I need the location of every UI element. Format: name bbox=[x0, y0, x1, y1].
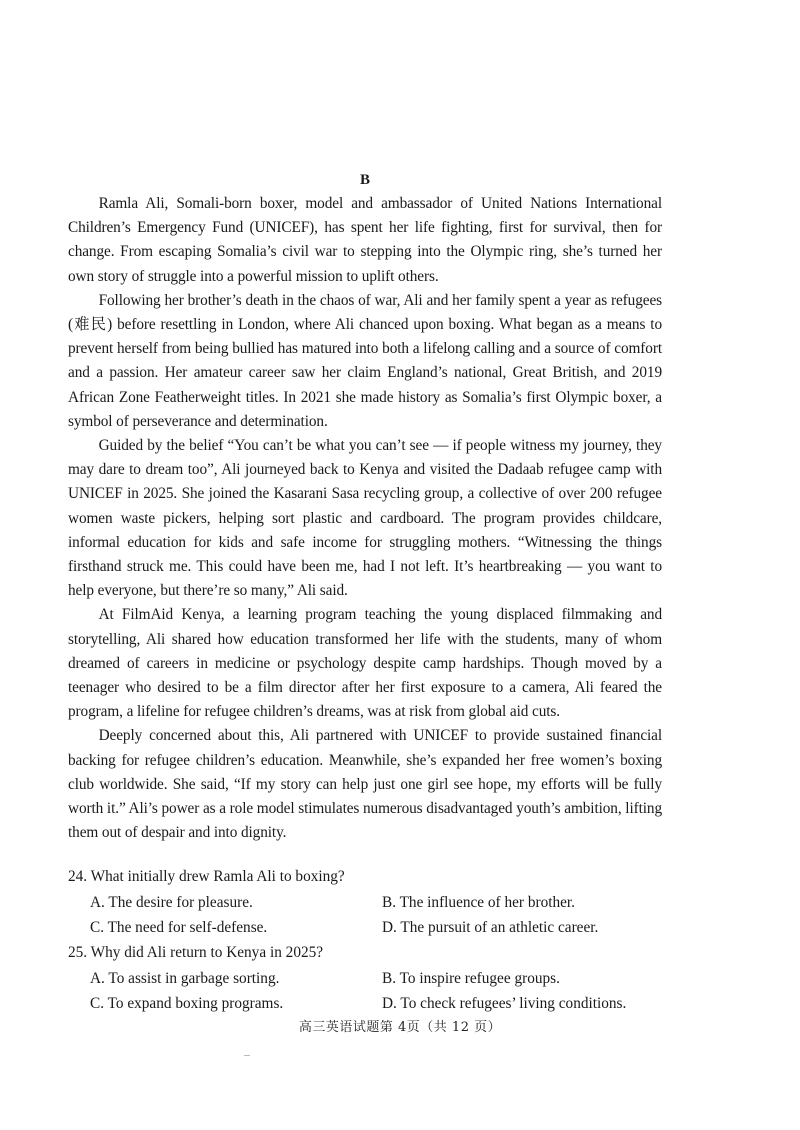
option-a: A. To assist in garbage sorting. bbox=[90, 969, 280, 987]
question-stem: 24. What initially drew Ramla Ali to boxing? bbox=[68, 868, 345, 886]
question-25 bbox=[68, 940, 662, 1016]
option-c: C. To expand boxing programs. bbox=[90, 994, 284, 1012]
question-24 bbox=[68, 864, 662, 940]
reading-passage bbox=[68, 192, 662, 845]
option-b: B. To inspire refugee groups. bbox=[382, 969, 560, 987]
option-c: C. The need for self-defense. bbox=[90, 919, 268, 937]
passage-paragraph-3: Guided by the belief “You can’t be what you can’t see — if people witness my journey, they may dare to dream too”, Ali journeyed back to Kenya and visited the Dadaab refugee camp with UNICEF in 2025. She joined the Kasarani Sasa recycling group, a collective of over 200 refugee women waste pickers, helping sort plastic and cardboard. The program provides childcare, informal education for kids and safe income for struggling mothers. “Witnessing the things firsthand struck me. This could have been me, had I not left. It’s heartbreaking — you want to help everyone, but there’re so many,” Ali said. bbox=[68, 437, 662, 600]
passage-paragraph-4: At FilmAid Kenya, a learning program teaching the young displaced filmmaking and storytelling, Ali shared how education transformed her life with the students, many of whom dreamed of careers in medicine or psychology despite camp hardships. Though moved by a teenager who desired to be a film director after her first exposure to a camera, Ali feared the program, a lifeline for refugee children’s dreams, was at risk from global aid cuts. bbox=[68, 606, 662, 721]
option-d: D. The pursuit of an athletic career. bbox=[382, 919, 599, 937]
page-footer: 高三英语试题第 4页（共 12 页） bbox=[298, 1020, 502, 1035]
option-grid bbox=[68, 966, 662, 1017]
question-stem: 25. Why did Ali return to Kenya in 2025? bbox=[68, 944, 324, 962]
option-a: A. The desire for pleasure. bbox=[90, 893, 253, 911]
option-grid bbox=[68, 890, 662, 941]
question-list bbox=[68, 864, 662, 1016]
passage-paragraph-2: Following her brother’s death in the chaos of war, Ali and her family spent a year as refugees (难民) before resettling in London, where Ali chanced upon boxing. What began as a means to prevent herself from being bullied has matured into both a lifelong calling and a source of comfort and a passion. Her amateur career saw her claim England’s national, Great British, and 2019 African Zone Featherweight titles. In 2021 she made history as Somalia’s first Olympic boxer, a symbol of perseverance and determination. bbox=[68, 291, 662, 430]
scan-speck bbox=[244, 1055, 250, 1056]
passage-paragraph-1: Ramla Ali, Somali-born boxer, model and ambassador of United Nations International Children’s Emergency Fund (UNICEF), has spent her life fighting, first for survival, then for change. From escaping Somalia’s civil war to stepping into the Olympic ring, she’s turned her own story of struggle into a powerful mission to uplift others. bbox=[68, 195, 662, 285]
exam-page bbox=[68, 168, 662, 1016]
passage-paragraph-5: Deeply concerned about this, Ali partnered with UNICEF to provide sustained financial backing for refugee children’s education. Meanwhile, she’s expanded her free women’s boxing club worldwide. She said, “If my story can help just one girl see hope, my efforts will be fully worth it.” Ali’s power as a role model stimulates numerous disadvantaged youth’s ambition, lifting them out of despair and into dignity. bbox=[68, 727, 662, 842]
option-d: D. To check refugees’ living conditions. bbox=[382, 994, 627, 1012]
option-b: B. The influence of her brother. bbox=[382, 893, 575, 911]
section-heading: B bbox=[359, 172, 370, 188]
